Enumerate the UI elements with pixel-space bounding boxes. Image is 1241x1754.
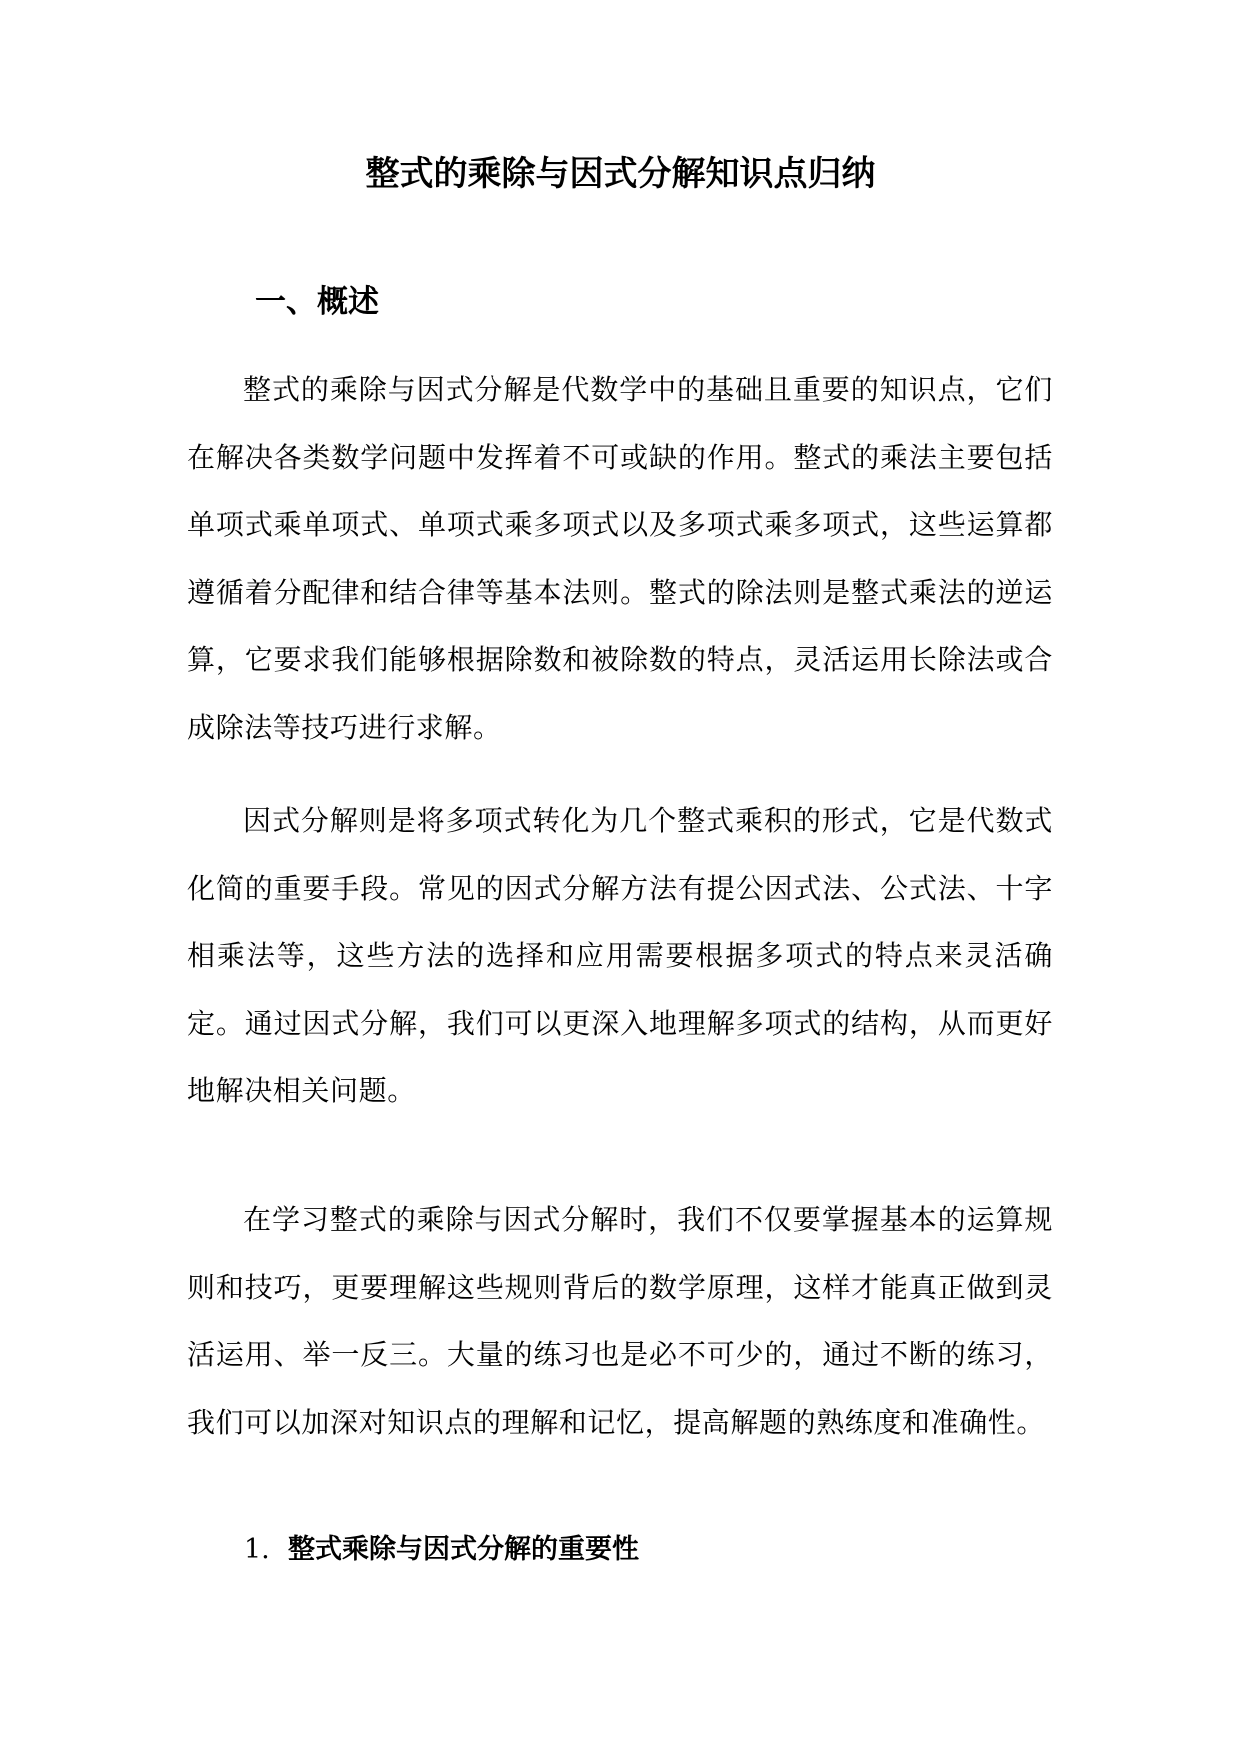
paragraph: 整式的乘除与因式分解是代数学中的基础且重要的知识点，它们在解决各类数学问题中发挥着不可或缺的作用。整式的乘法主要包括单项式乘单项式、单项式乘多项式以及多项式乘多项式，这些运算都遵循着分配律和结合律等基本法则。整式的除法则是整式乘法的逆运算，它要求我们能够根据除数和被除数的特点，灵活运用长除法或合成除法等技巧进行求解。 (187, 373, 1053, 744)
section-heading-overview: 一、概述 (255, 284, 379, 320)
document-title: 整式的乘除与因式分解知识点归纳 (365, 154, 876, 194)
paragraph: 在学习整式的乘除与因式分解时，我们不仅要掌握基本的运算规则和技巧，更要理解这些规则背后的数学原理，这样才能真正做到灵活运用、举一反三。大量的练习也是必不可少的，通过不断的练习，我们可以加深对知识点的理解和记忆，提高解题的熟练度和准确性。 (187, 1203, 1053, 1439)
subsection-number: 1. (244, 1534, 270, 1565)
subsection-heading (244, 1530, 639, 1570)
subsection-title: 整式乘除与因式分解的重要性 (288, 1534, 639, 1565)
paragraph: 因式分解则是将多项式转化为几个整式乘积的形式，它是代数式化简的重要手段。常见的因式分解方法有提公因式法、公式法、十字相乘法等，这些方法的选择和应用需要根据多项式的特点来灵活确定。通过因式分解，我们可以更深入地理解多项式的结构，从而更好地解决相关问题。 (187, 804, 1053, 1107)
